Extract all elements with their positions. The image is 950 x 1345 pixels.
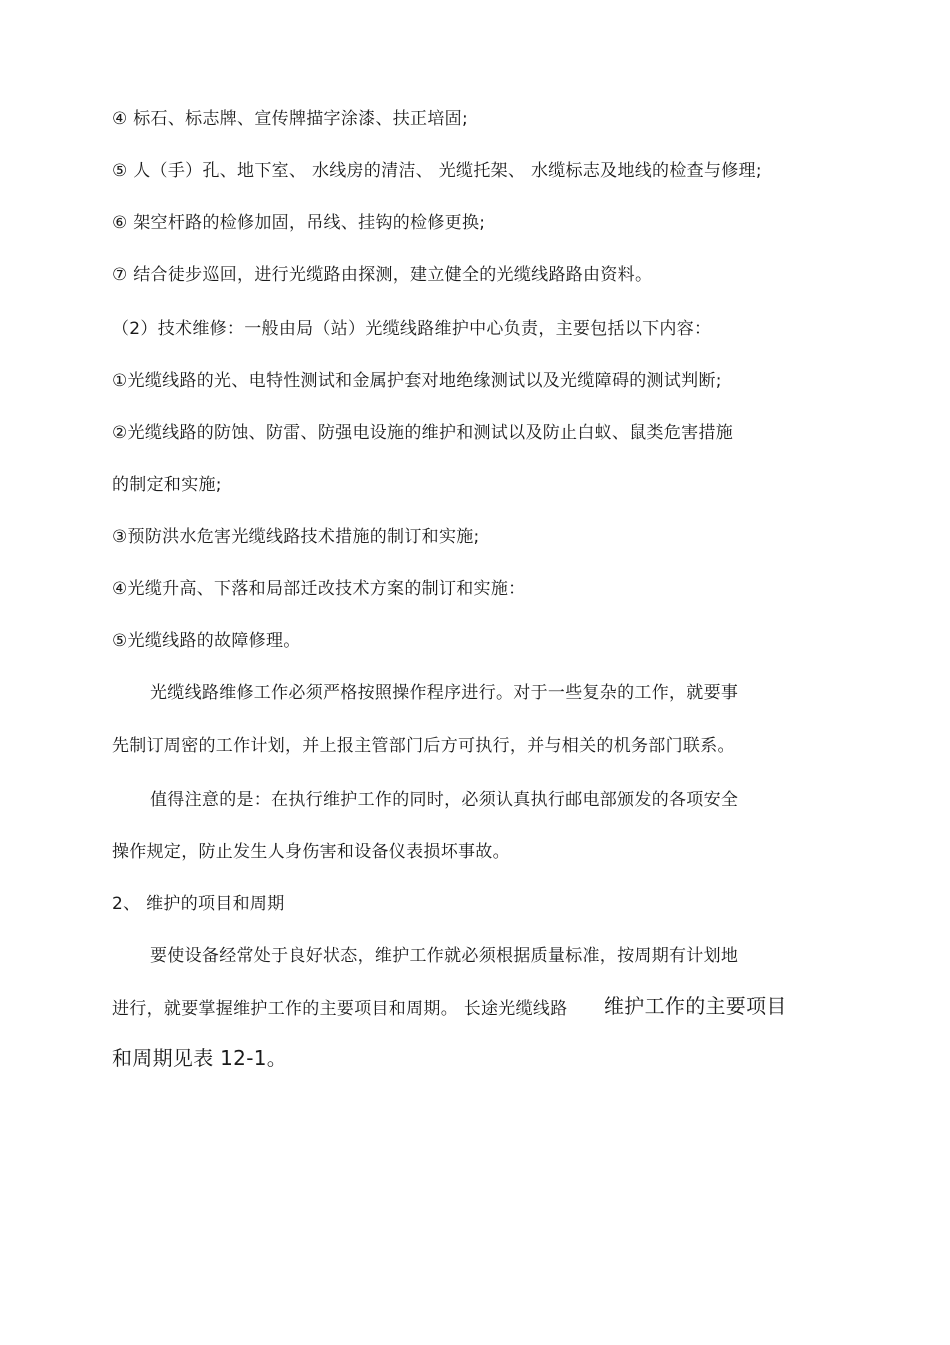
tech-item-3: ③预防洪水危害光缆线路技术措施的制订和实施; — [112, 527, 480, 547]
table-reference: 和周期见表 12-1。 — [112, 1046, 288, 1070]
list-item-7-route-survey: ⑦ 结合徒步巡回，进行光缆路由探测，建立健全的光缆线路路由资料。 — [112, 265, 653, 285]
paragraph-items-cycles: 要使设备经常处于良好状态，维护工作就必须根据质量标准，按周期有计划地 — [150, 946, 739, 966]
list-item-6-aerial-poles: ⑥ 架空杆路的检修加固，吊线、挂钩的检修更换; — [112, 213, 486, 233]
paragraph-procedure-continued: 先制订周密的工作计划，并上报主管部门后方可执行，并与相关的机务部门联系。 — [112, 736, 735, 756]
tech-item-5: ⑤光缆线路的故障修理。 — [112, 631, 301, 651]
paragraph-items-cycles-continued: 进行，就要掌握维护工作的主要项目和周期。 长途光缆线路 — [112, 999, 568, 1019]
tech-item-2: ②光缆线路的防蚀、防雷、防强电设施的维护和测试以及防止白蚁、鼠类危害措施 — [112, 423, 734, 443]
tech-item-4: ④光缆升高、下落和局部迁改技术方案的制订和实施： — [112, 579, 526, 599]
paragraph-items-cycles-large-part: 维护工作的主要项目 — [604, 994, 787, 1018]
tech-item-1: ①光缆线路的光、电特性测试和金属护套对地绝缘测试以及光缆障碍的测试判断; — [112, 371, 722, 391]
paragraph-safety: 值得注意的是：在执行维护工作的同时，必须认真执行邮电部颁发的各项安全 — [150, 790, 739, 810]
list-item-4-markers: ④ 标石、标志牌、宣传牌描字涂漆、扶正培固; — [112, 109, 468, 129]
paragraph-safety-continued: 操作规定，防止发生人身伤害和设备仪表损坏事故。 — [112, 842, 510, 862]
tech-item-2-continued: 的制定和实施; — [112, 475, 222, 495]
paragraph-procedure: 光缆线路维修工作必须严格按照操作程序进行。对于一些复杂的工作，就要事 — [150, 683, 739, 703]
section-heading-technical-maintenance: （2）技术维修：一般由局（站）光缆线路维护中心负责，主要包括以下内容： — [112, 319, 712, 339]
list-item-5-manholes: ⑤ 人（手）孔、地下室、 水线房的清洁、 光缆托架、 水缆标志及地线的检查与修理; — [112, 161, 762, 181]
section-heading-2: 2、 维护的项目和周期 — [112, 894, 285, 914]
